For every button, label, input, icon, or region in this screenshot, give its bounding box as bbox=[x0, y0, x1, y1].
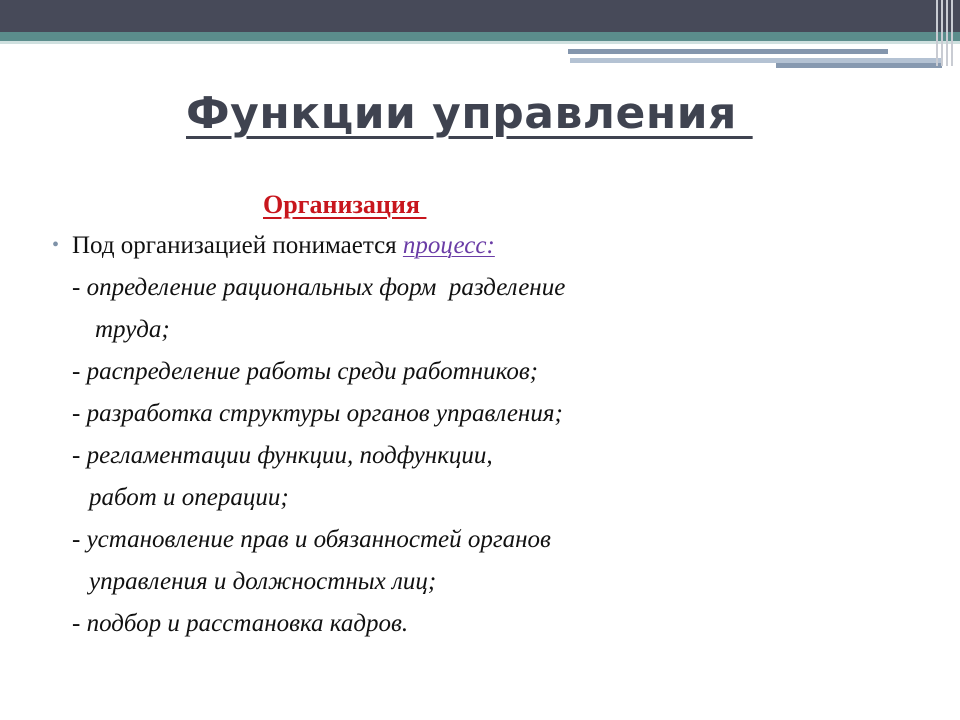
bullet-icon: • bbox=[52, 234, 60, 256]
list-item: - распределение работы среди работников; bbox=[72, 358, 539, 385]
list-item: - установление прав и обязанностей органов bbox=[72, 526, 551, 553]
intro-text bbox=[72, 232, 495, 260]
list-item: - определение рациональных форм разделение bbox=[72, 274, 566, 301]
top-bar bbox=[0, 0, 960, 32]
list-item: - регламентации функции, подфункции, bbox=[72, 442, 493, 469]
list-item: - разработка структуры органов управления; bbox=[72, 400, 563, 427]
slide-title: Функции управления bbox=[186, 88, 753, 139]
divider-line bbox=[0, 41, 960, 44]
teal-band bbox=[0, 32, 960, 41]
list-item: - подбор и расстановка кадров. bbox=[72, 610, 409, 637]
process-link[interactable]: процесс: bbox=[402, 232, 495, 259]
section-heading: Организация bbox=[263, 190, 427, 219]
list-item-continuation: работ и операции; bbox=[89, 484, 289, 511]
list-item-continuation: управления и должностных лиц; bbox=[89, 568, 437, 595]
intro-label: Под организацией понимается bbox=[72, 232, 403, 259]
accent-bar bbox=[568, 49, 888, 54]
decorative-vertical-lines bbox=[936, 0, 954, 66]
accent-bar bbox=[776, 63, 942, 68]
list-item-continuation: труда; bbox=[95, 316, 170, 343]
